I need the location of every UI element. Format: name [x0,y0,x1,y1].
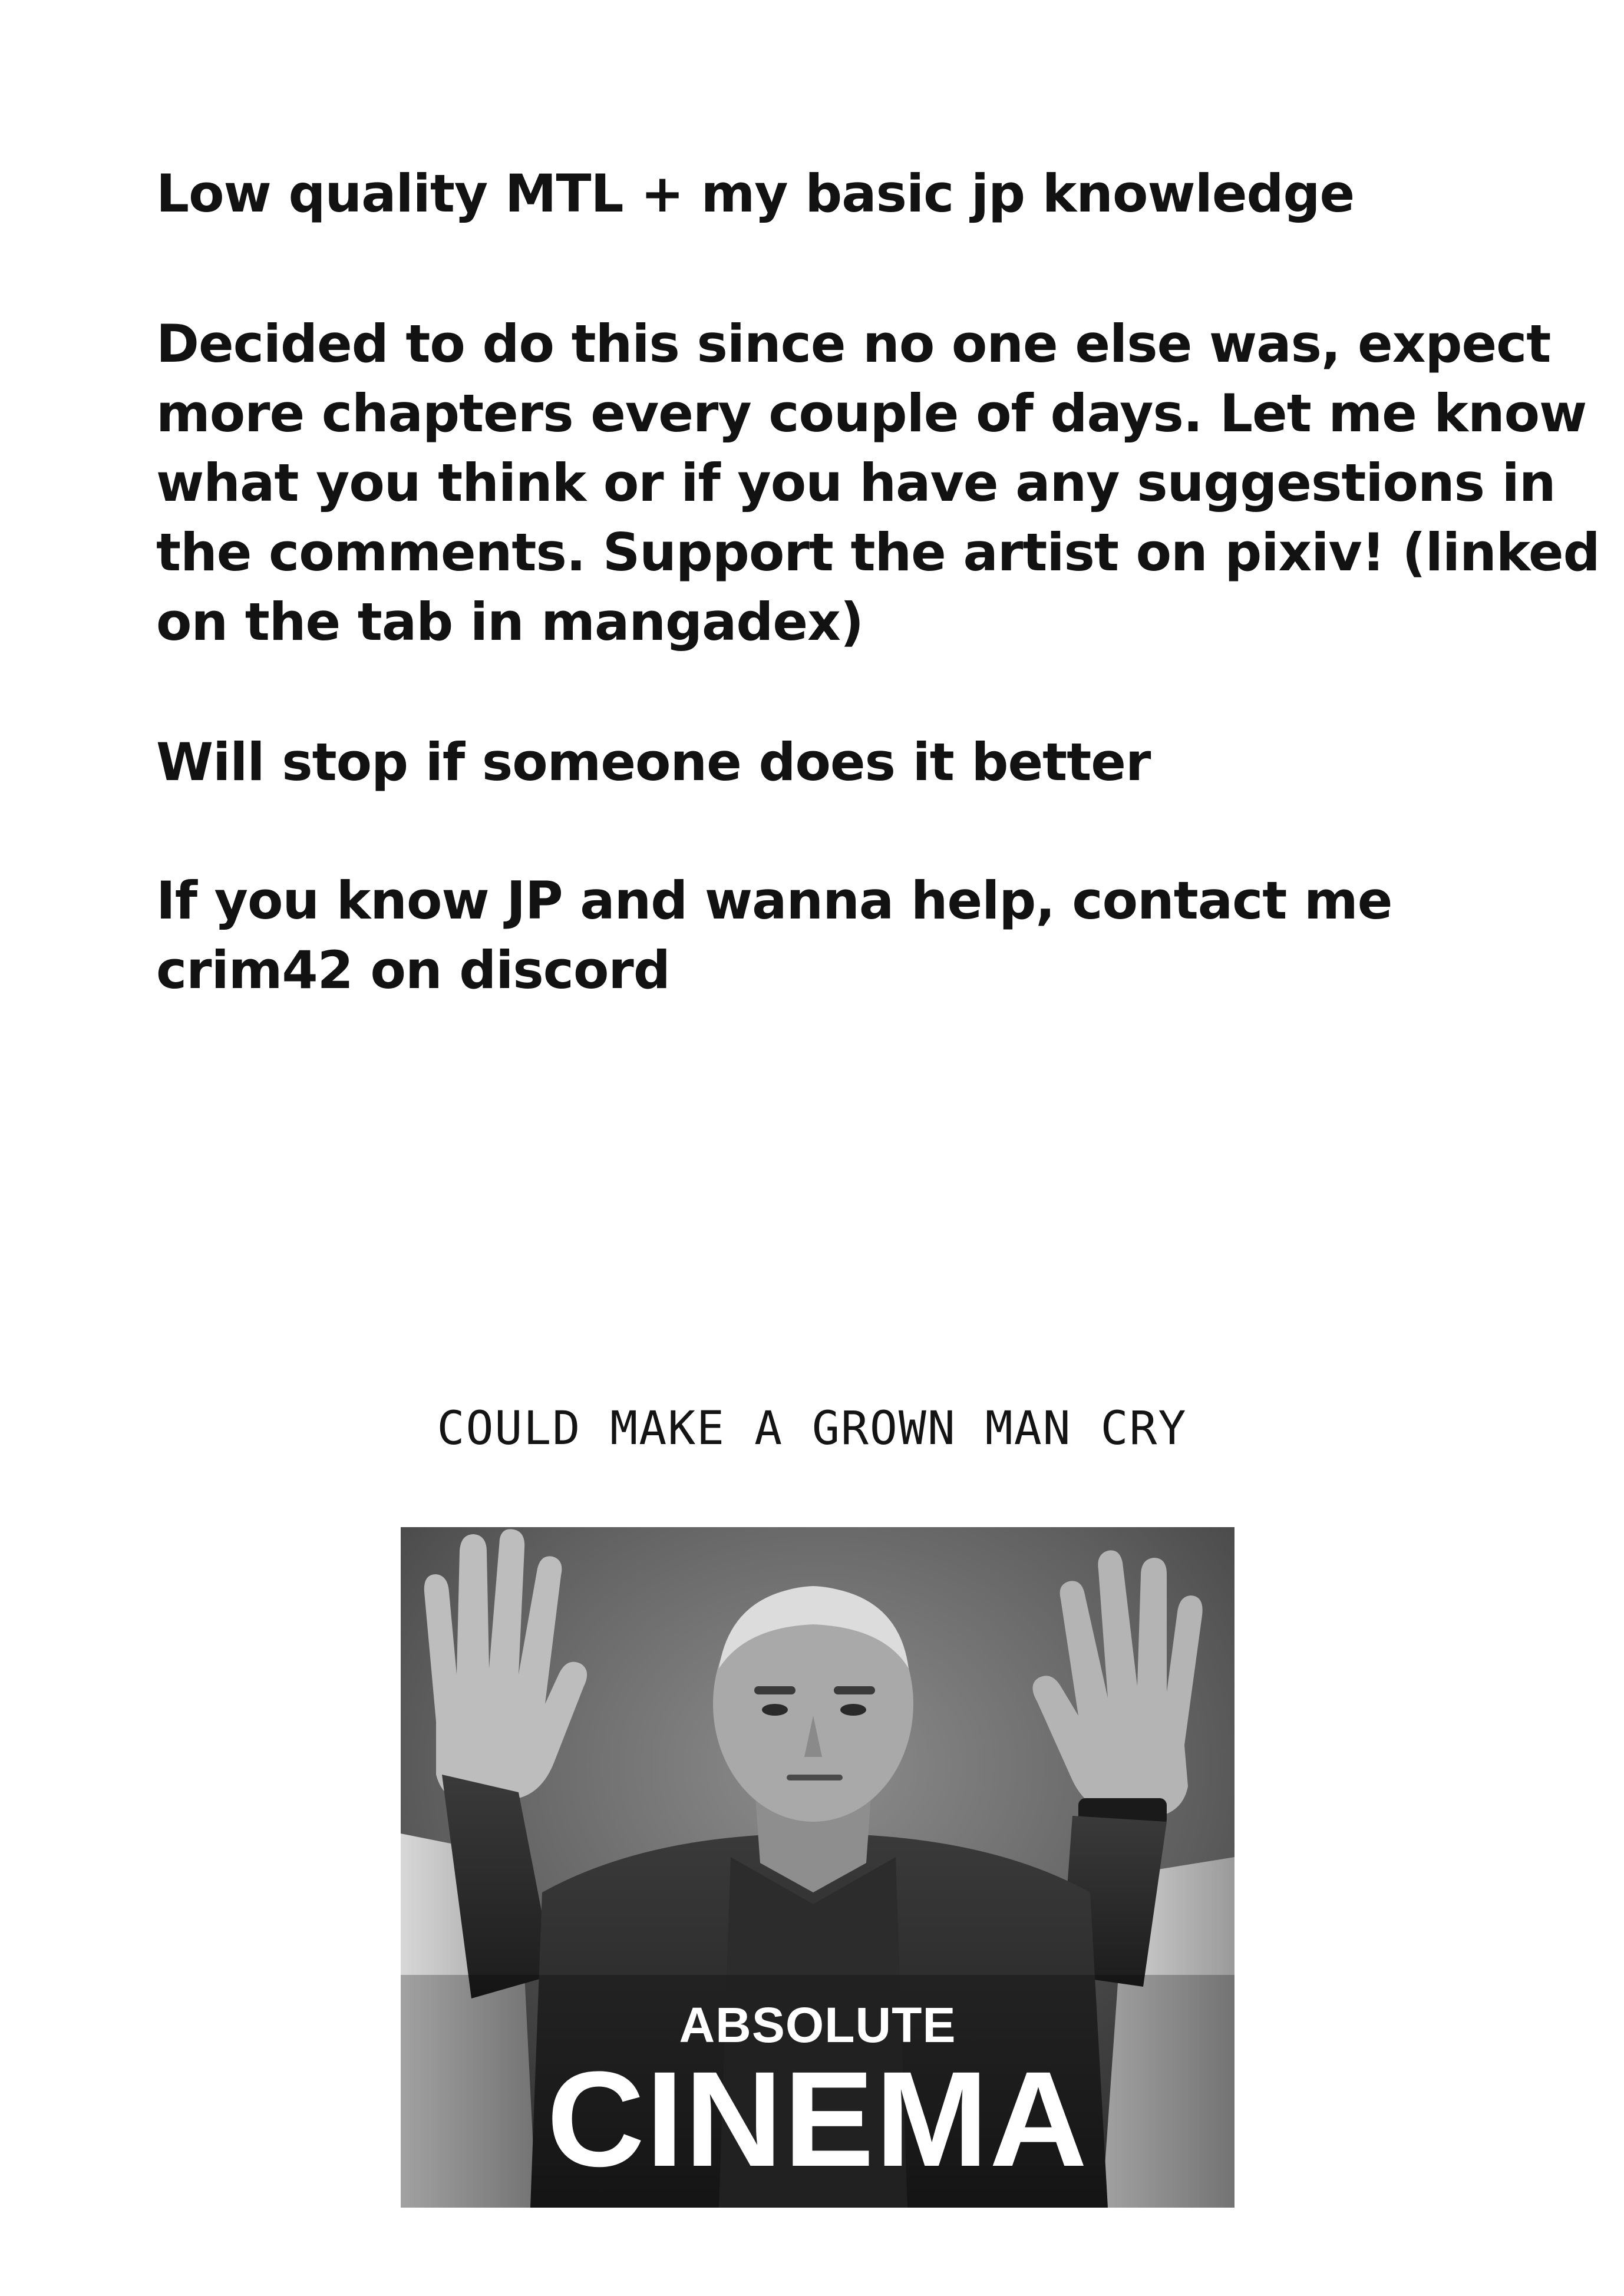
note-line: crim42 on discord [156,940,670,1000]
note-line: Will stop if someone does it better [156,732,1151,792]
meme-caption: COULD MAKE A GROWN MAN CRY [437,1402,1187,1455]
note-line: Low quality MTL + my basic jp knowledge [156,163,1355,224]
meme-text-absolute: ABSOLUTE [679,1997,956,2053]
note-paragraph-quality [156,159,1482,229]
meme-text-cinema: CINEMA [546,2043,1089,2195]
note-line: Decided to do this since no one else was, expect [156,313,1551,374]
note-line: the comments. Support the artist on pixiv! (linked [156,522,1600,583]
note-line: what you think or if you have any suggestions in [156,452,1556,513]
note-paragraph-contact [156,866,1482,1005]
note-paragraph-stop [156,728,1482,797]
note-line: more chapters every couple of days. Let me know [156,383,1587,444]
absolute-cinema-meme [401,1527,1234,2208]
note-line: on the tab in mangadex) [156,592,864,652]
note-paragraph-intro [156,309,1600,657]
note-line: If you know JP and wanna help, contact me [156,870,1392,931]
